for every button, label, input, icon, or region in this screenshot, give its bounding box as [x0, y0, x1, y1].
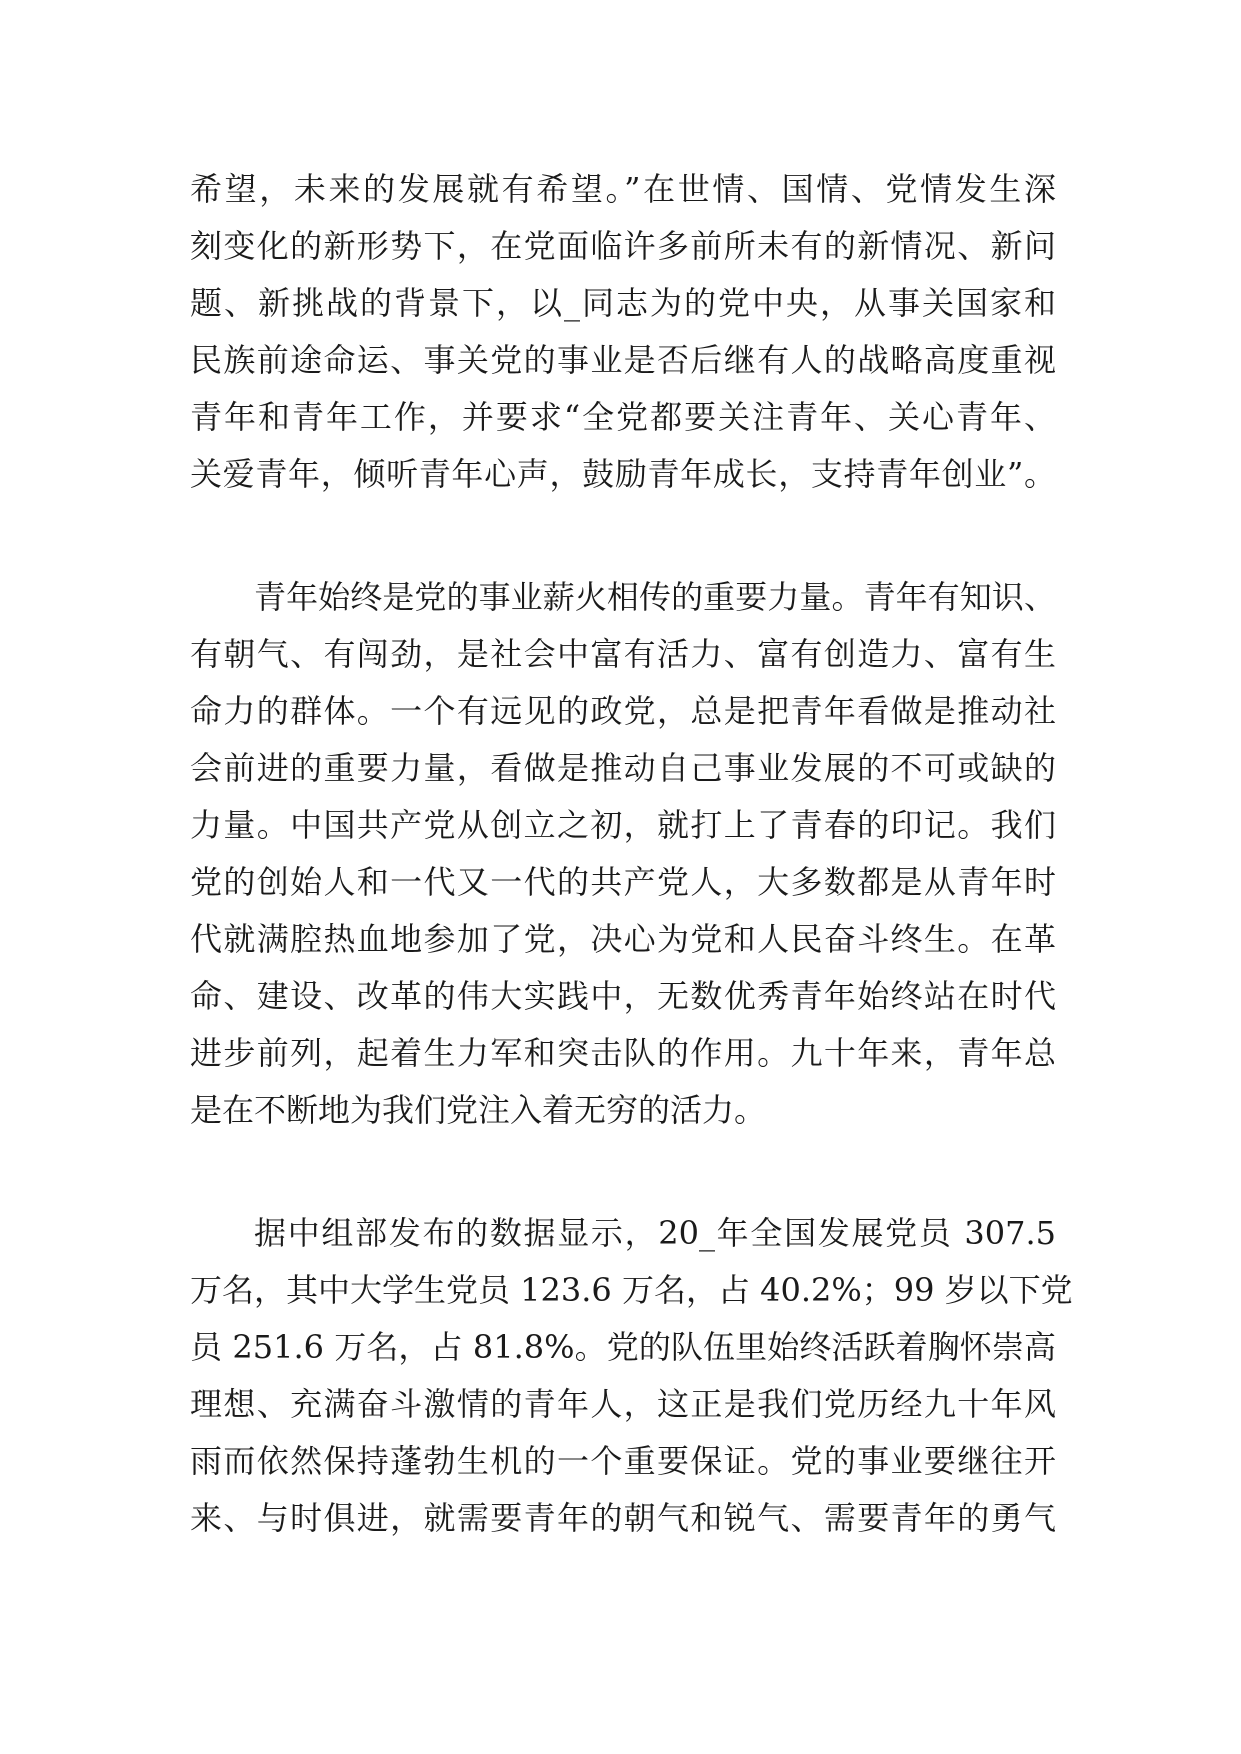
- paragraph-line: 万名，其中大学生党员 123.6 万名，占 40.2%；99 岁以下党: [190, 1271, 1073, 1309]
- paragraph-line: 党的创始人和一代又一代的共产党人，大多数都是从青年时: [190, 863, 1056, 901]
- paragraph-line: 员 251.6 万名，占 81.8%。党的队伍里始终活跃着胸怀崇高: [190, 1328, 1056, 1366]
- paragraph-2: [190, 569, 1056, 1139]
- paragraph-line: 题、新挑战的背景下，以_同志为的党中央，从事关国家和: [190, 284, 1056, 322]
- paragraph-line: 进步前列，起着生力军和突击队的作用。九十年来，青年总: [190, 1034, 1056, 1072]
- paragraph-3: [190, 1205, 1073, 1547]
- paragraph-line: 民族前途命运、事关党的事业是否后继有人的战略高度重视: [190, 341, 1056, 379]
- paragraph-1: [190, 161, 1056, 503]
- paragraph-line: 力量。中国共产党从创立之初，就打上了青春的印记。我们: [190, 806, 1056, 844]
- paragraph-line: 命、建设、改革的伟大实践中，无数优秀青年始终站在时代: [190, 977, 1056, 1015]
- paragraph-line: 来、与时俱进，就需要青年的朝气和锐气、需要青年的勇气: [190, 1499, 1056, 1537]
- paragraph-line: 会前进的重要力量，看做是推动自己事业发展的不可或缺的: [190, 749, 1056, 787]
- paragraph-line: 希望，未来的发展就有希望。”在世情、国情、党情发生深: [190, 170, 1056, 208]
- paragraph-line: 青年始终是党的事业薪火相传的重要力量。青年有知识、: [254, 578, 1056, 616]
- paragraph-line: 关爱青年，倾听青年心声，鼓励青年成长，支持青年创业”。: [190, 455, 1056, 493]
- paragraph-line: 据中组部发布的数据显示，20_年全国发展党员 307.5: [254, 1214, 1056, 1252]
- paragraph-line: 理想、充满奋斗激情的青年人，这正是我们党历经九十年风: [190, 1385, 1056, 1423]
- paragraph-line: 是在不断地为我们党注入着无穷的活力。: [190, 1091, 767, 1129]
- paragraph-line: 命力的群体。一个有远见的政党，总是把青年看做是推动社: [190, 692, 1056, 730]
- paragraph-line: 刻变化的新形势下，在党面临许多前所未有的新情况、新问: [190, 227, 1056, 265]
- paragraph-line: 代就满腔热血地参加了党，决心为党和人民奋斗终生。在革: [190, 920, 1056, 958]
- paragraph-line: 青年和青年工作，并要求“全党都要关注青年、关心青年、: [190, 398, 1056, 436]
- paragraph-line: 有朝气、有闯劲，是社会中富有活力、富有创造力、富有生: [190, 635, 1056, 673]
- paragraph-line: 雨而依然保持蓬勃生机的一个重要保证。党的事业要继往开: [190, 1442, 1056, 1480]
